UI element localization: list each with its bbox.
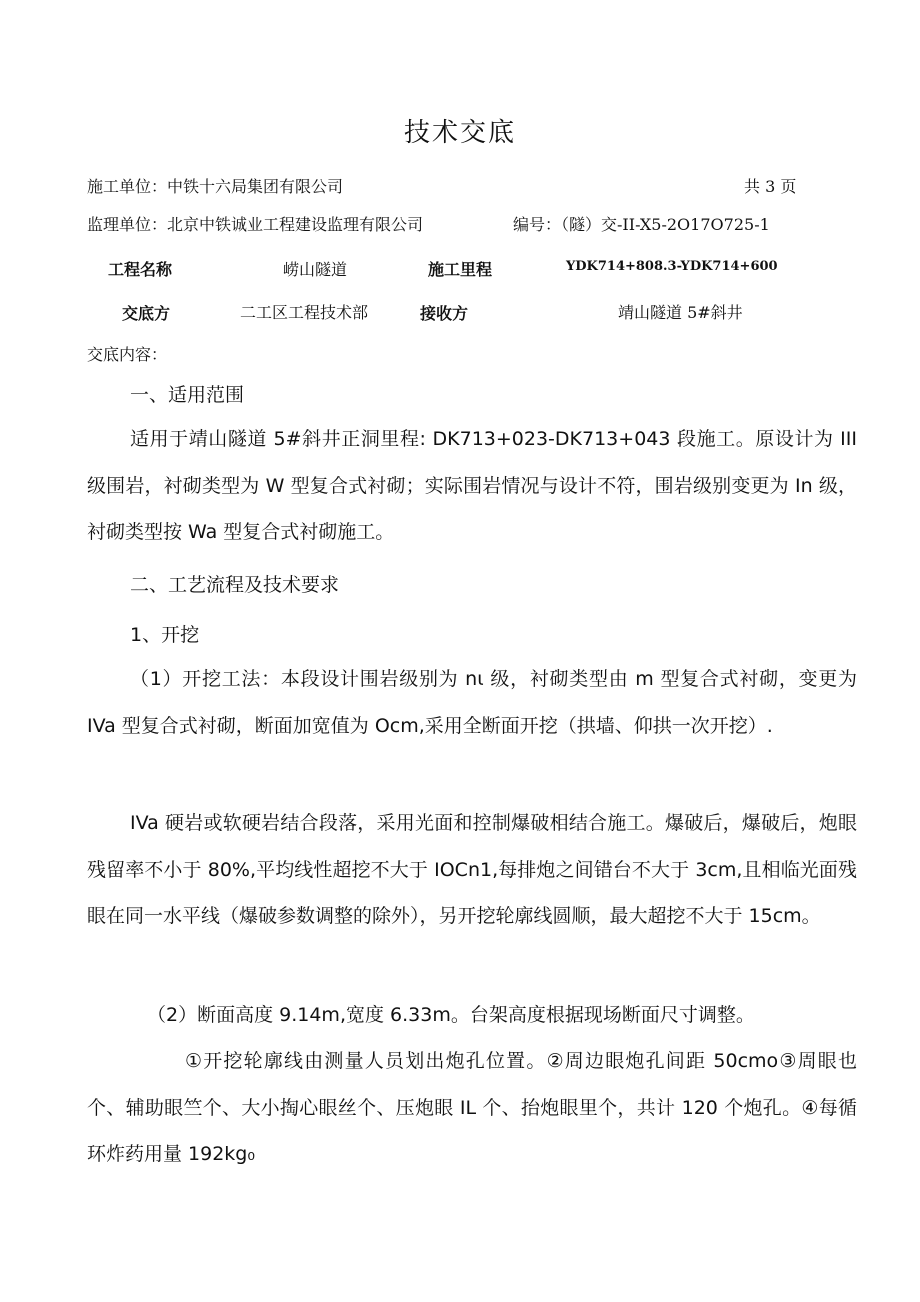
supervision-unit-value: 北京中铁诚业工程建设监理有限公司 bbox=[167, 215, 424, 234]
construction-unit-label: 施工单位： bbox=[87, 177, 168, 196]
handover-from-value: 二工区工程技术部 bbox=[240, 303, 369, 322]
document-number-row bbox=[513, 212, 770, 235]
mileage-label: 施工里程 bbox=[428, 260, 493, 279]
section2-heading: 二、工艺流程及技术要求 bbox=[130, 574, 340, 596]
construction-unit-row bbox=[87, 174, 343, 197]
project-name-label: 工程名称 bbox=[108, 260, 173, 279]
blasting-paragraph: IVa 硬岩或软硬岩结合段落，采用光面和控制爆破相结合施工。爆破后，爆破后，炮眼残留率不小于 80%,平均线性超挖不大于 IOCn1,每排炮之间错台不大于 3cm,且相临光面残眼在同一水平线（爆破参数调整的除外），另开挖轮廓线圆顺，最大超挖不大于 15cm。 bbox=[87, 812, 857, 927]
borehole-paragraph: ①开挖轮廓线由测量人员划出炮孔位置。②周边眼炮孔间距 50cmo③周眼也个、辅助眼竺个、大小掏心眼丝个、压炮眼 IL 个、抬炮眼里个，共计 120 个炮孔。④每循环炸药用量 192kg₀ bbox=[87, 1050, 857, 1165]
subsection-excavation-heading: 1、开挖 bbox=[130, 624, 200, 646]
document-number-label: 编号： bbox=[513, 215, 562, 234]
supervision-unit-label: 监理单位： bbox=[87, 215, 168, 234]
project-name-value: 崂山隧道 bbox=[283, 260, 348, 279]
document-number-value: （隧）交-II-X5-2O17O725-1 bbox=[561, 215, 770, 234]
excavation-method-paragraph: （1）开挖工法：本段设计围岩级别为 nι 级，衬砌类型由 m 型复合式衬砌，变更为 IVa 型复合式衬砌，断面加宽值为 Ocm,采用全断面开挖（拱墙、仰拱一次开挖）. bbox=[87, 668, 857, 737]
handover-to-value: 靖山隧道 5#斜井 bbox=[618, 303, 743, 322]
section-dimensions-paragraph: （2）断面高度 9.14m,宽度 6.33m。台架高度根据现场断面尺寸调整。 bbox=[147, 1004, 755, 1026]
construction-unit-value: 中铁十六局集团有限公司 bbox=[167, 177, 344, 196]
total-pages: 共 3 页 bbox=[744, 177, 797, 196]
handover-to-label: 接收方 bbox=[420, 304, 469, 323]
handover-from-label: 交底方 bbox=[122, 304, 171, 323]
content-label: 交底内容： bbox=[87, 345, 168, 364]
section1-paragraph: 适用于靖山隧道 5#斜井正洞里程: DK713+023-DK713+043 段施工。原设计为 III 级围岩，衬砌类型为 W 型复合式衬砌；实际围岩情况与设计不符，围岩级别变更为 In 级，衬砌类型按 Wa 型复合式衬砌施工。 bbox=[87, 428, 857, 543]
document-title: 技术交底 bbox=[403, 118, 516, 148]
supervision-unit-row bbox=[87, 212, 423, 235]
section1-heading: 一、适用范围 bbox=[130, 384, 245, 406]
mileage-value: YDK714+808.3-YDK714+600 bbox=[566, 259, 778, 274]
